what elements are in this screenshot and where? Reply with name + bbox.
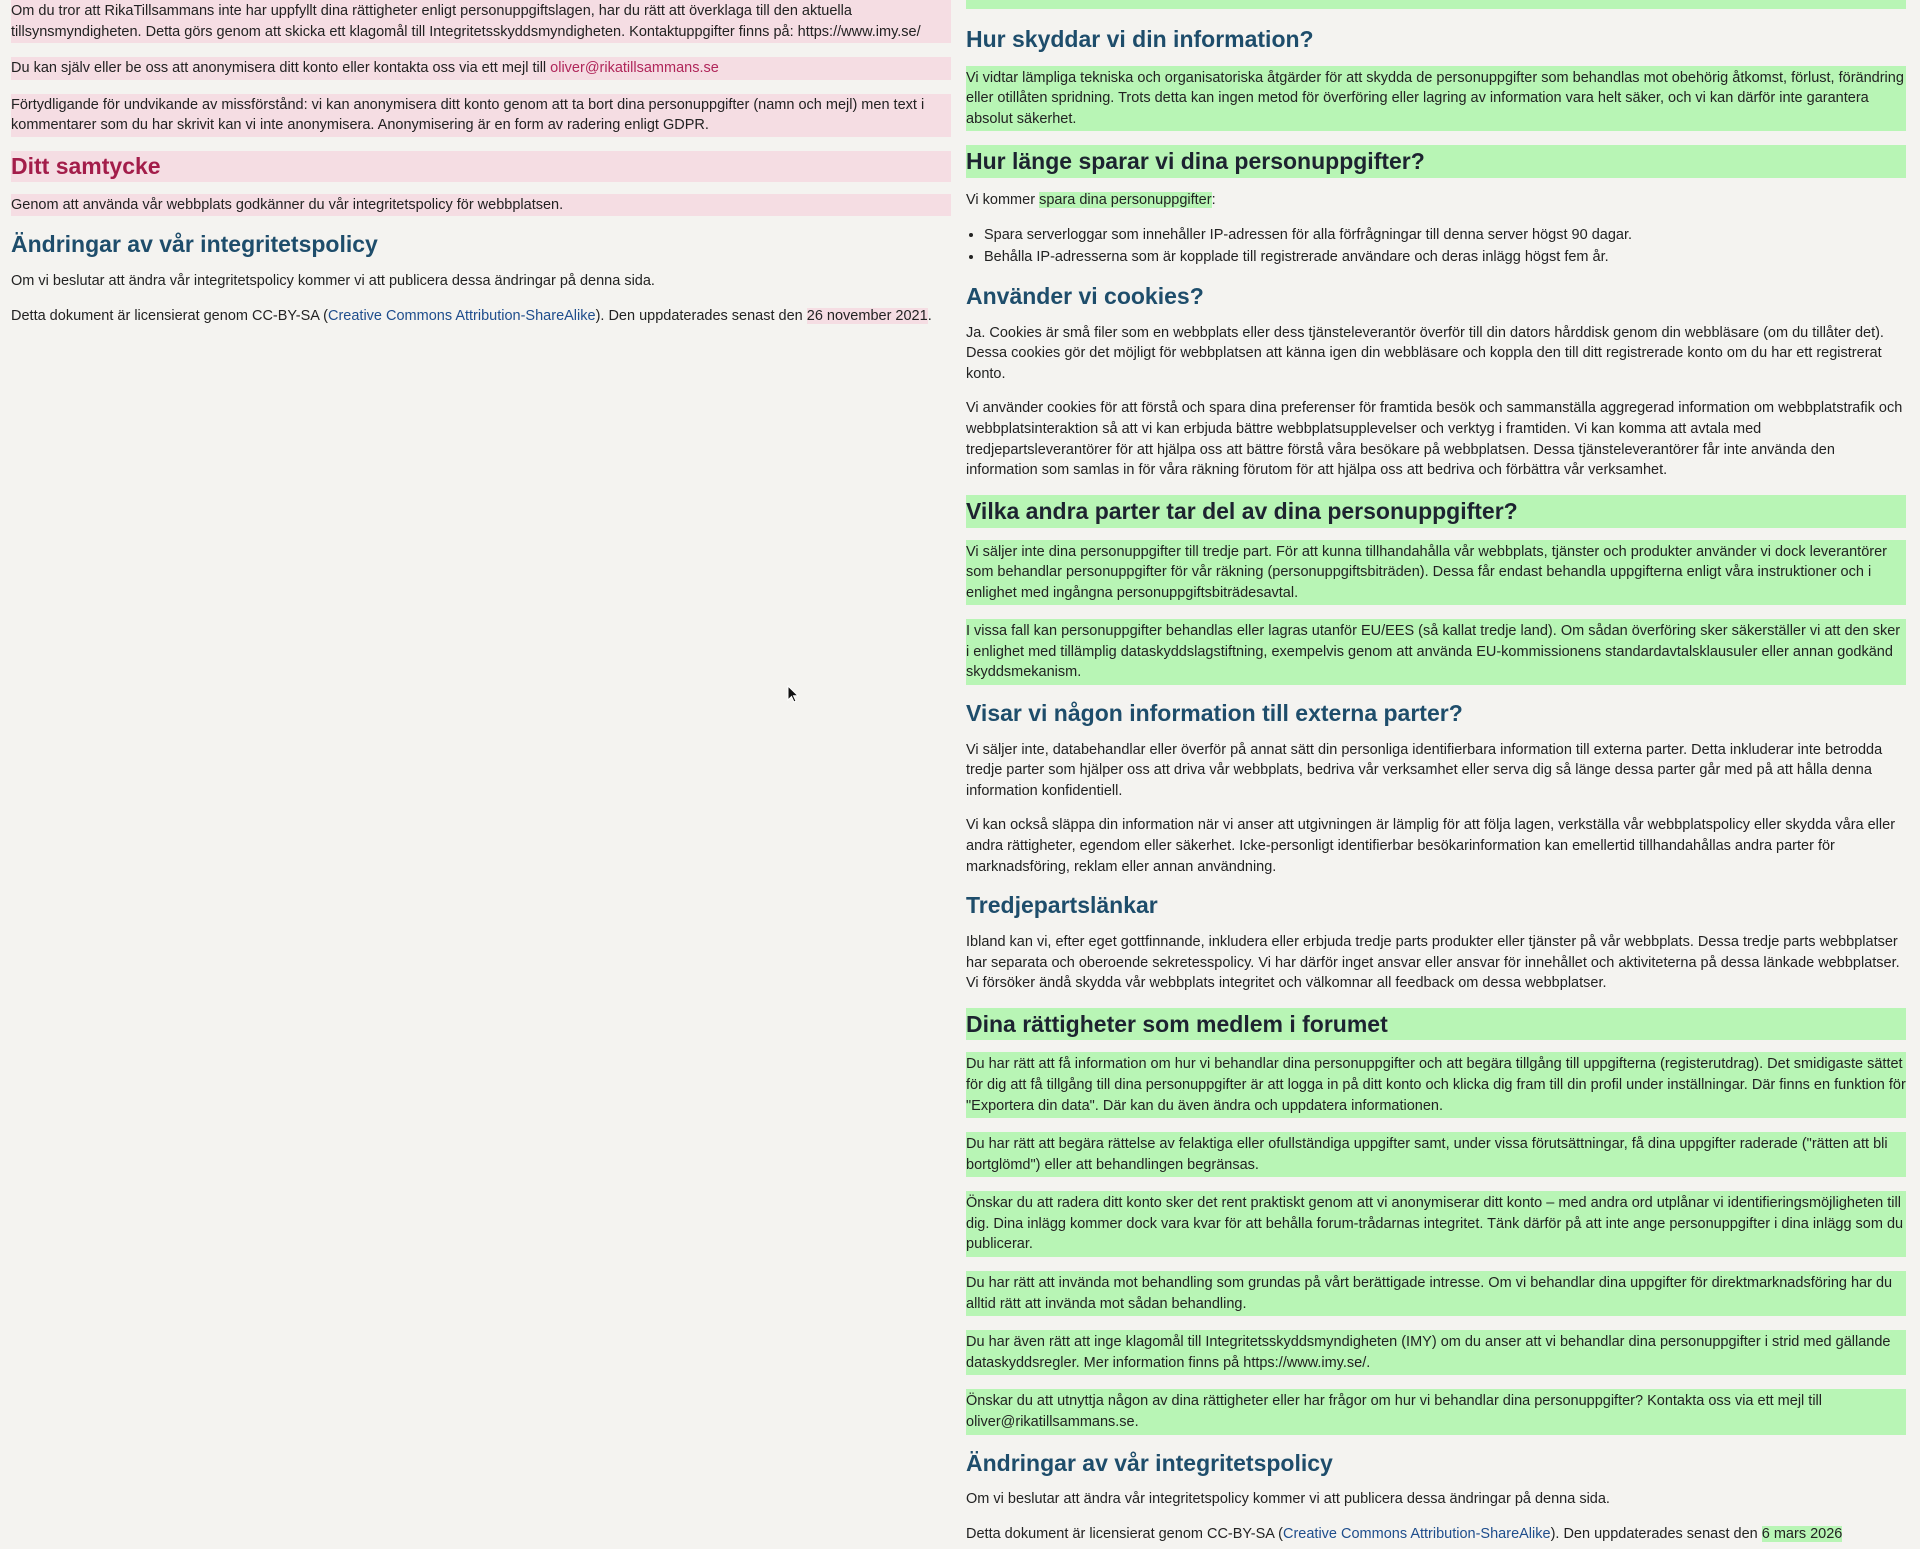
cookies-heading: Använder vi cookies? xyxy=(966,282,1204,309)
cookies-paragraph-2: Vi använder cookies för att förstå och spara dina preferenser för framtida besök och sammanställa aggregerad information om webbplatstrafik och webbplatsinteraktion så att vi kan erbjuda bättre webbplatsupplevelser och verktyg i framtiden. Vi kan komma att avtala med tredjepartsleverantörer för att hjälpa oss att bättre förstå våra besökare på webbplatsen. Dessa tjänsteleverantörer får inte använda den information som samlas in för våra räkning förutom för att hjälpa oss att bedriva och förbättra vår verksamhet. xyxy=(966,400,1903,479)
retention-heading: Hur länge sparar vi dina personuppgifter? xyxy=(966,145,1906,178)
license-prefix: Detta dokument är licensierat genom CC-BY-SA ( xyxy=(11,307,328,324)
rights-paragraph-2: Du har rätt att begära rättelse av felaktiga eller ofullständiga uppgifter samt, under vissa förutsättningar, få dina uppgifter raderade ("rätten att bli bortglömd") eller att behandlingen begränsas. xyxy=(966,1132,1906,1177)
license-link[interactable]: Creative Commons Attribution-ShareAlike xyxy=(1283,1525,1551,1542)
rights-heading: Dina rättigheter som medlem i forumet xyxy=(966,1008,1906,1041)
changes-heading: Ändringar av vår integritetspolicy xyxy=(11,231,378,258)
updated-date: 6 mars 2026 xyxy=(1761,1525,1843,1542)
license-paragraph xyxy=(11,306,951,327)
parties-paragraph-1: Vi säljer inte dina personuppgifter till tredje part. För att kunna tillhandahålla vår webbplats, tjänster och produkter använder vi dock leverantörer som behandlar personuppgifter för vår räkning (personuppgiftsbiträden). Dessa får endast behandla uppgifterna enligt våra instruktioner och i enlighet med ingångna personuppgiftsbiträdesavtal. xyxy=(966,540,1906,606)
clarification-paragraph: Förtydligande för undvikande av missförstånd: vi kan anonymisera ditt konto genom att ta bort dina personuppgifter (namn och mejl) men text i kommentarer som du har skrivit kan vi inte anonymisera. Anonymisering är en form av radering enligt GDPR. xyxy=(11,94,951,137)
complaint-paragraph: Om du tror att RikaTillsammans inte har uppfyllt dina rättigheter enligt personuppgiftslagen, har du rätt att överklaga till den aktuella tillsynsmyndigheten. Detta görs genom att skicka ett klagomål till Integritetsskyddsmyndigheten. Kontaktuppgifter finns på: https://www.imy.se/ xyxy=(11,0,951,43)
protect-paragraph: Vi vidtar lämpliga tekniska och organisatoriska åtgärder för att skydda de personuppgifter som behandlas mot obehörig åtkomst, förlust, förändring eller otillåten spridning. Trots detta kan ingen metod för överföring eller lagring av information vara helt säker, och vi kan därför inte garantera absolut säkerhet. xyxy=(966,66,1906,132)
retention-prefix: Vi kommer xyxy=(966,192,1040,209)
anonymize-text: Du kan själv eller be oss att anonymisera ditt konto eller kontakta oss via ett mejl till xyxy=(11,60,551,77)
changes-heading: Ändringar av vår integritetspolicy xyxy=(966,1449,1333,1476)
protect-heading: Hur skyddar vi din information? xyxy=(966,26,1314,52)
links-paragraph: Ibland kan vi, efter eget gottfinnande, inkludera eller erbjuda tredje parts produkter eller tjänster på vår webbplats. Dessa tredje parts webbplatser har separata och oberoende sekretesspolicy. Vi har därför inget ansvar eller ansvar för innehållet och aktiviteterna på dessa länkade webbplatser. Vi försöker ändå skydda vår webbplats integritet och välkomnar all feedback om dessa webbplatser. xyxy=(966,933,1900,992)
external-paragraph-1: Vi säljer inte, databehandlar eller överför på annat sätt din personliga identifierbara information till externa parter. Detta inkluderar inte betrodda tredje parter som hjälper oss att driva vår webbplats, bedriva vår verksamhet eller serva dig så länge dessa parter går med på att hålla denna information konfidentiell. xyxy=(966,741,1883,799)
external-heading: Visar vi någon information till externa parter? xyxy=(966,699,1463,726)
rights-paragraph-4: Du har rätt att invända mot behandling som grundas på vårt berättigade intresse. Om vi behandlar dina uppgifter för direktmarknadsföring har du alltid rätt att invända mot sådan behandling. xyxy=(966,1271,1906,1316)
retention-list xyxy=(966,225,1906,268)
retention-suffix: : xyxy=(1211,192,1216,209)
updated-date: 26 november 2021 xyxy=(806,307,928,324)
anonymize-paragraph xyxy=(11,57,951,80)
changes-paragraph: Om vi beslutar att ändra vår integritetspolicy kommer vi att publicera dessa ändringar på denna sida. xyxy=(11,272,655,289)
license-prefix: Detta dokument är licensierat genom CC-BY-SA ( xyxy=(966,1525,1283,1542)
retention-highlight: spara dina personuppgifter xyxy=(1039,192,1212,209)
truncated-top-line xyxy=(966,0,1906,9)
license-paragraph xyxy=(966,1524,1906,1545)
links-heading: Tredjepartslänkar xyxy=(966,892,1158,919)
rights-paragraph-6: Önskar du att utnyttja någon av dina rättigheter eller har frågor om hur vi behandlar dina personuppgifter? Kontakta oss via ett mejl till oliver@rikatillsammans.se. xyxy=(966,1389,1906,1434)
parties-heading: Vilka andra parter tar del av dina personuppgifter? xyxy=(966,495,1906,528)
new-version-column xyxy=(966,0,1906,1549)
cookies-paragraph-1: Ja. Cookies är små filer som en webbplats eller dess tjänsteleverantör överför till din dators hårddisk genom din webbläsare (om du tillåter det). Dessa cookies gör det möjligt för webbplatsen att känna igen din webbläsare och koppla den till ditt registrerade konto om du har ett registrerat konto. xyxy=(966,324,1884,382)
changes-paragraph: Om vi beslutar att ändra vår integritetspolicy kommer vi att publicera dessa ändringar på denna sida. xyxy=(966,1491,1610,1508)
license-end: . xyxy=(927,307,932,324)
old-version-column xyxy=(11,0,951,1549)
list-item: • Spara serverloggar som innehåller IP-adressen för alla förfrågningar till denna server högst 90 dagar. xyxy=(984,225,1906,246)
rights-paragraph-1: Du har rätt att få information om hur vi behandlar dina personuppgifter och att begära tillgång till uppgifterna (registerutdrag). Det smidigaste sättet för dig att få tillgång till dina personuppgifter är att logga in på ditt konto och klicka dig fram till din profil under inställningar. Där finns en funktion för "Exportera din data". Där kan du även ändra och uppdatera informationen. xyxy=(966,1052,1906,1118)
consent-heading: Ditt samtycke xyxy=(11,151,951,182)
rights-paragraph-5: Du har även rätt att inge klagomål till Integritetsskyddsmyndigheten (IMY) om du anser att vi behandlar dina personuppgifter i strid med gällande dataskyddsregler. Mer information finns på https://www.imy.se/. xyxy=(966,1330,1906,1375)
mouse-cursor-icon xyxy=(787,685,799,703)
retention-paragraph xyxy=(966,190,1906,211)
license-mid: ). Den uppdaterades senast den xyxy=(1550,1525,1762,1542)
email-link[interactable]: oliver@rikatillsammans.se xyxy=(550,60,719,77)
license-mid: ). Den uppdaterades senast den xyxy=(595,307,807,324)
license-link[interactable]: Creative Commons Attribution-ShareAlike xyxy=(328,307,596,324)
external-paragraph-2: Vi kan också släppa din information när vi anser att utgivningen är lämplig för att följa lagen, verkställa vår webbplatspolicy eller skydda våra eller andra rättigheter, egendom eller säkerhet. Icke-personligt identifierbar besökarinformation kan emellertid tillhandahållas andra parter för marknadsföring, reklam eller annan användning. xyxy=(966,817,1896,875)
list-item: • Behålla IP-adresserna som är kopplade till registrerade användare och deras inlägg högst fem år. xyxy=(984,247,1906,268)
rights-paragraph-3: Önskar du att radera ditt konto sker det rent praktiskt genom att vi anonymiserar ditt konto – med andra ord utplånar vi identifieringsmöjligheten till dig. Dina inlägg kommer dock vara kvar för att behålla forum-trådarnas integritet. Tänk därför på att inte ange personuppgifter i dina inlägg som du publicerar. xyxy=(966,1191,1906,1257)
consent-paragraph: Genom att använda vår webbplats godkänner du vår integritetspolicy för webbplatsen. xyxy=(11,194,951,217)
parties-paragraph-2: I vissa fall kan personuppgifter behandlas eller lagras utanför EU/EES (så kallat tredje land). Om sådan överföring sker säkerställer vi att den sker i enlighet med tillämplig dataskyddslagstiftning, exempelvis genom att använda EU-kommissionens standardavtalsklausuler eller annan godkänd skyddsmekanism. xyxy=(966,619,1906,685)
